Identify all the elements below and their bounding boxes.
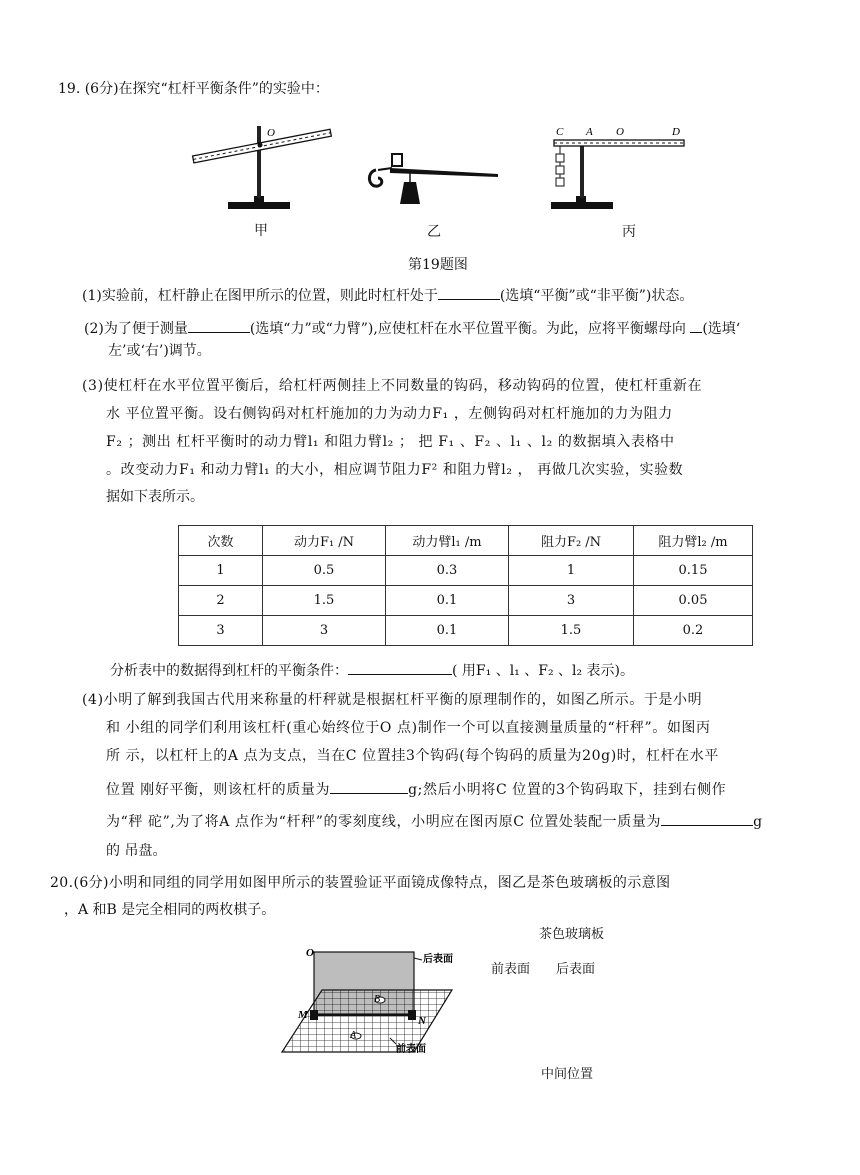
back-surface-label: 后表面 bbox=[556, 962, 596, 977]
q19-analysis bbox=[110, 660, 634, 681]
front-surface-label: 前表面 bbox=[491, 962, 531, 977]
fig19-label-jia: 甲 bbox=[254, 223, 268, 239]
q19-part3-line2: 水 平位置平衡。设右侧钩码对杠杆施加的力为动力F₁ ，左侧钩码对杠杆施加的力为阻力 bbox=[106, 406, 673, 422]
q19-part3-line5: 据如下表所示。 bbox=[106, 489, 204, 505]
q19-analysis-text-pre: 分析表中的数据得到杠杆的平衡条件： bbox=[110, 663, 348, 679]
table-header-cell: 阻力臂l₂ /m bbox=[634, 526, 753, 556]
fig19-yi-steelyard bbox=[362, 150, 502, 212]
q19-part4-line2: 和 小组的同学们利用该杠杆(重心始终位于O 点)制作一个可以直接测量质量的“杆秤”。如图丙 bbox=[106, 720, 711, 736]
q19-part4-blank2[interactable] bbox=[661, 811, 753, 826]
q19-part4-line5 bbox=[106, 811, 763, 832]
table-row bbox=[179, 586, 753, 616]
table-header-cell: 次数 bbox=[179, 526, 263, 556]
table-cell: 3 bbox=[509, 586, 634, 616]
fig19-bing-point-o: O bbox=[616, 126, 624, 138]
fig19-bing-point-a: A bbox=[586, 126, 593, 138]
table-cell: 0.2 bbox=[634, 616, 753, 646]
q19-part4-line4-text-pre: 位置 刚好平衡，则该杠杆的质量为 bbox=[106, 782, 331, 798]
fig19-bing-lever bbox=[546, 120, 696, 220]
q20-line2: ，A 和B 是完全相同的两枚棋子。 bbox=[64, 902, 276, 918]
q19-part2 bbox=[84, 318, 740, 339]
fig19-caption: 第19题图 bbox=[408, 257, 468, 273]
q19-part4-line1: (4)小明了解到我国古代用来称量的杆秤就是根据杠杆平衡的原理制作的，如图乙所示。于是小明 bbox=[82, 692, 703, 708]
table-header-cell: 动力F₁ /N bbox=[263, 526, 386, 556]
q19-analysis-blank[interactable] bbox=[348, 660, 452, 675]
q19-part3-line3: F₂ ；测出 杠杆平衡时的动力臂l₁ 和阻力臂l₂ ； 把 F₁ 、F₂ 、l₁ 、l₂ 的数据填入表格中 bbox=[106, 434, 675, 450]
q19-part1-text-pre: (1)实验前，杠杆静止在图甲所示的位置，则此时杠杆处于 bbox=[82, 288, 438, 304]
q19-part2-blank1[interactable] bbox=[188, 318, 250, 333]
fig19-jia-point-o: O bbox=[267, 127, 275, 139]
table-header-row bbox=[179, 526, 753, 556]
table-cell: 1 bbox=[179, 556, 263, 586]
table-row bbox=[179, 556, 753, 586]
q19-part2-text-post: (选填‘ bbox=[702, 321, 741, 337]
table-row bbox=[179, 616, 753, 646]
table-cell: 1.5 bbox=[509, 616, 634, 646]
q19-part2-line2: 左’或‘右’)调节。 bbox=[108, 343, 211, 359]
q19-part1 bbox=[82, 285, 693, 306]
table-cell: 2 bbox=[179, 586, 263, 616]
fig20-jia-mirror-setup bbox=[276, 938, 466, 1060]
table-cell: 0.15 bbox=[634, 556, 753, 586]
q19-data-table bbox=[178, 525, 753, 646]
q19-part1-blank[interactable] bbox=[438, 285, 500, 300]
q20-line1: 20.(6分)小明和同组的同学用如图甲所示的装置验证平面镜成像特点，图乙是茶色玻璃板的示意图 bbox=[50, 875, 671, 891]
glass-plate-title: 茶色玻璃板 bbox=[539, 927, 605, 942]
q19-part3-line1: (3)使杠杆在水平位置平衡后，给杠杆两侧挂上不同数量的钩码，移动钩码的位置，使杠杆重新在 bbox=[82, 378, 703, 394]
fig20-label-o: O bbox=[306, 947, 314, 959]
q19-part1-text-post: (选填“平衡”或“非平衡”)状态。 bbox=[499, 288, 694, 304]
table-cell: 0.1 bbox=[386, 616, 509, 646]
table-cell: 0.5 bbox=[263, 556, 386, 586]
middle-position-label: 中间位置 bbox=[541, 1067, 594, 1082]
q19-part4-line5-text-post: g bbox=[753, 814, 763, 830]
table-cell: 3 bbox=[263, 616, 386, 646]
table-cell: 0.3 bbox=[386, 556, 509, 586]
table-cell: 0.1 bbox=[386, 586, 509, 616]
q19-title: 19. (6分)在探究“杠杆平衡条件”的实验中： bbox=[58, 81, 329, 97]
table-cell: 0.05 bbox=[634, 586, 753, 616]
fig20-label-m: M bbox=[298, 1009, 308, 1021]
fig20-label-n: N bbox=[418, 1015, 426, 1027]
table-cell: 1.5 bbox=[263, 586, 386, 616]
q19-part4-blank1[interactable] bbox=[330, 779, 408, 794]
fig20-label-a: A bbox=[350, 1030, 357, 1041]
table-cell: 1 bbox=[509, 556, 634, 586]
fig19-jia-lever bbox=[190, 118, 340, 218]
fig19-bing-point-d: D bbox=[672, 126, 680, 138]
q19-analysis-text-post: ( 用F₁ 、l₁ 、F₂ 、l₂ 表示)。 bbox=[452, 663, 635, 679]
fig19-label-bing: 丙 bbox=[622, 224, 636, 240]
q19-part4-line5-text-pre: 为“秤 砣”,为了将A 点作为“杆秤”的零刻度线，小明应在图丙原C 位置处装配一质量为 bbox=[106, 814, 662, 830]
fig20-label-back-surface: 后表面 bbox=[423, 954, 453, 965]
q19-part3-line4: 。改变动力F₁ 和动力臂l₁ 的大小，相应调节阻力F² 和阻力臂l₂ ， 再做几次实验，实验数 bbox=[106, 462, 684, 478]
fig19-bing-point-c: C bbox=[556, 126, 564, 138]
q19-part2-blank2[interactable] bbox=[690, 318, 702, 333]
fig19-label-yi: 乙 bbox=[427, 224, 441, 240]
q19-part2-text-pre: (2)为了便于测量 bbox=[84, 321, 188, 337]
q19-part4-line4 bbox=[106, 779, 726, 800]
q19-part4-line3: 所 示，以杠杆上的A 点为支点，当在C 位置挂3个钩码(每个钩码的质量为20g)时，杠杆在水平 bbox=[106, 748, 719, 764]
q19-part4-line6: 的 吊盘。 bbox=[106, 843, 167, 859]
fig20-label-b: B bbox=[374, 994, 381, 1005]
q19-part4-line4-text-post: g;然后小明将C 位置的3个钩码取下，挂到右侧作 bbox=[408, 782, 727, 798]
table-header-cell: 阻力F₂ /N bbox=[509, 526, 634, 556]
table-header-cell: 动力臂l₁ /m bbox=[386, 526, 509, 556]
fig20-label-front-surface: 前表面 bbox=[396, 1044, 426, 1055]
q19-part2-text-mid: (选填“力”或“力臂”),应使杠杆在水平位置平衡。为此，应将平衡螺母向 bbox=[249, 321, 686, 337]
table-cell: 3 bbox=[179, 616, 263, 646]
